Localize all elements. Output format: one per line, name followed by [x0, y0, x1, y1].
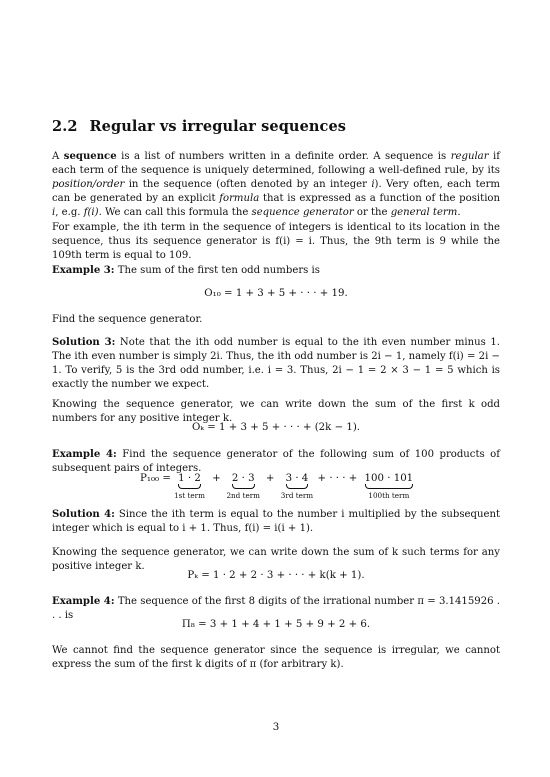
section-title: Regular vs irregular sequences: [89, 118, 347, 135]
solution-3-label: Solution 3:: [52, 337, 116, 348]
equation-pk: Pₖ = 1 · 2 + 2 · 3 + · · · + k(k + 1).: [187, 570, 365, 581]
paragraph-odd-sum: Knowing the sequence generator, we can write down the sum of the first k odd numbers for any positive integer k.: [52, 399, 500, 425]
solution-4: Solution 4: Since the ith term is equal to the number i multiplied by the subsequent integer which is equal to i + 1. Thus, f(i) = i(i + 1).: [52, 509, 501, 535]
example-4b-label: Example 4:: [52, 596, 115, 607]
term-2: 2 · 3 2nd term: [226, 473, 260, 500]
solution-4-label: Solution 4:: [52, 509, 115, 520]
term-1: 1 · 2 1st term: [174, 473, 205, 500]
section-number: 2.2: [52, 118, 78, 135]
example-4a-label: Example 4:: [52, 449, 117, 460]
section-heading: [52, 118, 346, 135]
example-3-label: Example 3:: [52, 265, 115, 276]
term-3: 3 · 4 3rd term: [280, 473, 314, 500]
equation-o10: O₁₀ = 1 + 3 + 5 + · · · + 19.: [204, 288, 348, 299]
page-number: 3: [272, 722, 280, 733]
term-2-label: 2nd term: [226, 491, 260, 500]
paragraph-definition: A sequence is a list of numbers written in a definite order. A sequence is regular if each term of the sequence is uniquely determined, following a well-defined rule, by its position/order in the sequence (often denoted by an integer i). Very often, each term can be generated by an explicit formula that is expressed as a function of the position i, e.g. f(i). We can call this formula the sequence generator or the general term.: [52, 151, 500, 219]
example-3: Example 3: The sum of the first ten odd numbers is: [52, 265, 320, 276]
example-4b: Example 4: The sequence of the first 8 digits of the irrational number π = 3.1415926 . . . is: [52, 596, 500, 622]
term-4: 100 · 101 100th term: [364, 473, 414, 500]
equation-pi8: Π₈ = 3 + 1 + 4 + 1 + 5 + 9 + 2 + 6.: [181, 619, 371, 630]
p100-lhs: P₁₀₀ =: [140, 473, 171, 484]
example-3-question: Find the sequence generator.: [52, 314, 203, 325]
example-4a: Example 4: Find the sequence generator of the following sum of 100 products of subsequent pairs of integers.: [52, 449, 500, 475]
paragraph-irregular: We cannot find the sequence generator since the sequence is irregular, we cannot express the sum of the first k digits of π (for arbitrary k).: [52, 645, 500, 671]
equation-ok: Oₖ = 1 + 3 + 5 + · · · + (2k − 1).: [191, 422, 361, 433]
term-1-label: 1st term: [174, 491, 205, 500]
equation-p100: P₁₀₀ = 1 · 2 1st term + 2 · 3 2nd term + 3 · 4 3rd term + · · · + 100 · 101 100th term: [140, 473, 414, 500]
term-3-label: 3rd term: [280, 491, 314, 500]
term-4-label: 100th term: [368, 491, 410, 500]
paragraph-products-sum: Knowing the sequence generator, we can write down the sum of k such terms for any positive integer k.: [52, 547, 500, 573]
solution-3: Solution 3: Note that the ith odd number is equal to the ith even number minus 1. The ith even number is simply 2i. Thus, the ith odd number is 2i − 1, namely f(i) = 2i − 1. To verify, 5 is the 3rd odd number, i.e. i = 3. Thus, 2i − 1 = 2 × 3 − 1 = 5 which is exactly the number we expect.: [52, 337, 500, 391]
paragraph-example-integers: For example, the ith term in the sequence of integers is identical to its location in the sequence, thus its sequence generator is f(i) = i. Thus, the 9th term is 9 while the 109th term is equal to 109.: [52, 222, 500, 262]
